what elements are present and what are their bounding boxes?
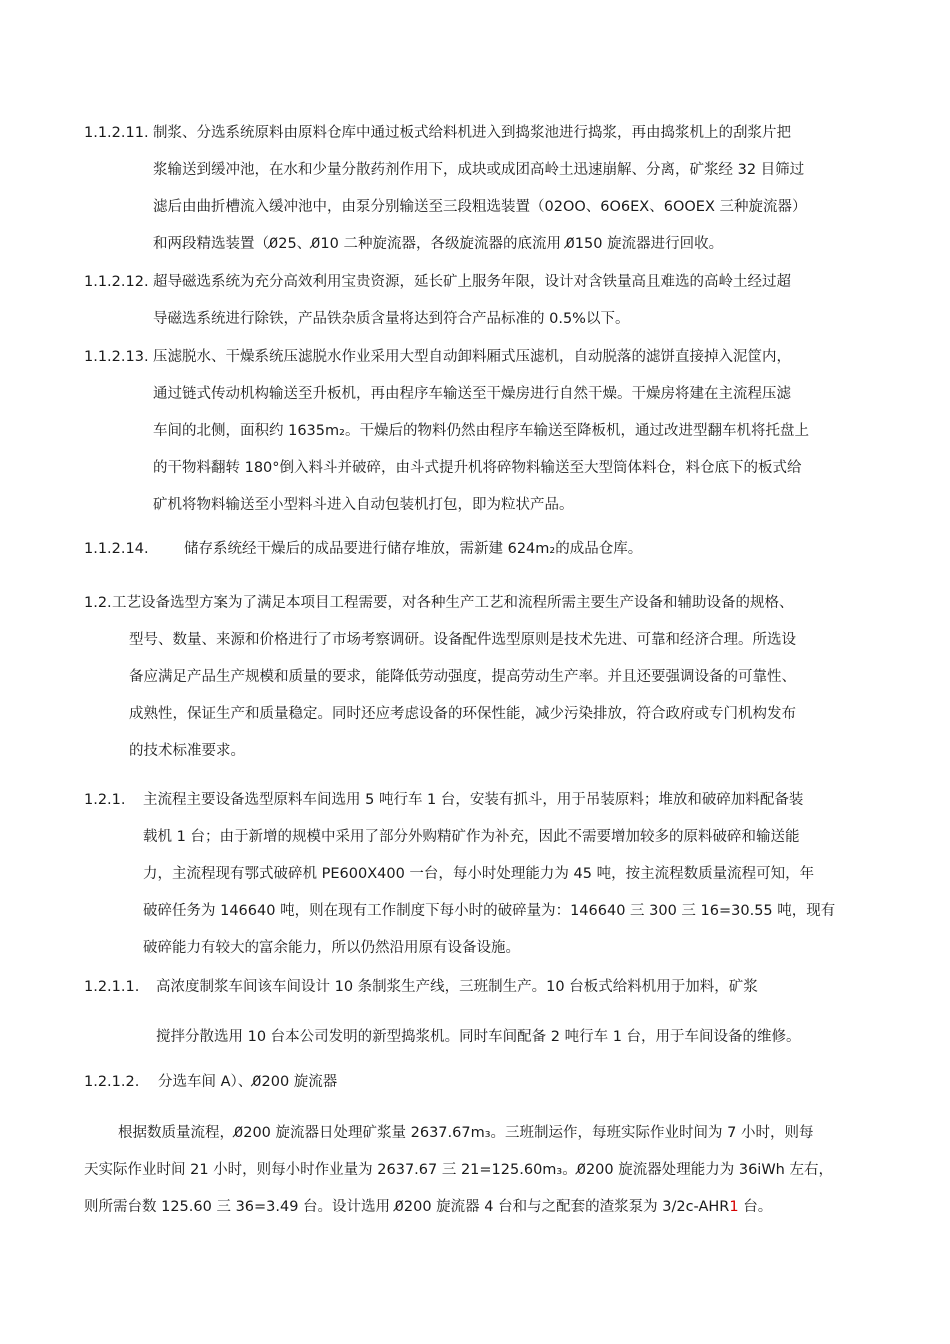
text-line: 主流程主要设备选型原料车间选用 5 吨行车 1 台，安装有抓斗，用于吊装原料；堆放和破碎加料配备装 bbox=[143, 792, 804, 808]
text-line: 储存系统经干燥后的成品要进行储存堆放，需新建 624m₂的成品仓库。 bbox=[184, 541, 643, 557]
text-line: 力，主流程现有鄂式破碎机 PE600X400 一台，每小时处理能力为 45 吨，按主流程数质量流程可知，年 bbox=[143, 866, 815, 882]
section-number: 1.2.1.1. bbox=[84, 979, 140, 995]
text-line: 矿机将物料输送至小型料斗进入自动包装机打包，即为粒状产品。 bbox=[153, 497, 574, 513]
text-line: 天实际作业时间 21 小时，则每小时作业量为 2637.67 三 21=125.60m₃。0̸200 旋流器处理能力为 36iWh 左右， bbox=[84, 1162, 833, 1178]
section-number: 1.2.1.2. bbox=[84, 1074, 140, 1090]
text-segment: 则所需台数 125.60 三 36=3.49 台。设计选用 0̸200 旋流器 4 台和与之配套的渣浆泵为 3/2c-AHR bbox=[84, 1199, 730, 1215]
text-line bbox=[84, 1197, 772, 1217]
text-line: 导磁选系统进行除铁，产品铁杂质含量将达到符合产品标准的 0.5%以下。 bbox=[153, 311, 630, 327]
text-line: 分选车间 A）、0̸200 旋流器 bbox=[158, 1074, 338, 1090]
section-number: 1.1.2.12. bbox=[84, 274, 149, 290]
text-segment: 台。 bbox=[738, 1199, 773, 1215]
text-line: 制浆、分选系统原料由原料仓库中通过板式给料机进入到捣浆池进行捣浆，再由捣浆机上的刮浆片把 bbox=[153, 125, 791, 141]
text-line: 通过链式传动机构输送至升板机，再由程序车输送至干燥房进行自然干燥。干燥房将建在主流程压滤 bbox=[153, 386, 791, 402]
highlight-red-text: 1 bbox=[729, 1199, 739, 1215]
text-line: 载机 1 台；由于新增的规模中采用了部分外购精矿作为补充，因此不需要增加较多的原料破碎和输送能 bbox=[143, 829, 800, 845]
text-line: 破碎能力有较大的富余能力，所以仍然沿用原有设备设施。 bbox=[143, 940, 520, 956]
text-line: 车间的北侧，面积约 1635m₂。干燥后的物料仍然由程序车输送至降板机，通过改进型翻车机将托盘上 bbox=[153, 423, 809, 439]
text-line: 高浓度制浆车间该车间设计 10 条制浆生产线，三班制生产。10 台板式给料机用于加料，矿浆 bbox=[156, 979, 758, 995]
text-line: 备应满足产品生产规模和质量的要求，能降低劳动强度，提高劳动生产率。并且还要强调设备的可靠性、 bbox=[129, 669, 796, 685]
text-line: 浆输送到缓冲池，在水和少量分散药剂作用下，成块或成团高岭土迅速崩解、分离，矿浆经 32 目筛过 bbox=[153, 162, 805, 178]
text-line: 滤后由曲折槽流入缓冲池中，由泵分别输送至三段粗选装置（02OO、6O6EX、6OOEX 三种旋流器） bbox=[153, 199, 807, 215]
text-line: 根据数质量流程，0̸200 旋流器日处理矿浆量 2637.67m₃。三班制运作，每班实际作业时间为 7 小时，则每 bbox=[118, 1125, 814, 1141]
text-line: 的干物料翻转 180°倒入料斗并破碎，由斗式提升机将碎物料输送至大型筒体料仓，料仓底下的板式给 bbox=[153, 460, 802, 476]
text-line: 压滤脱水、干燥系统压滤脱水作业采用大型自动卸料厢式压滤机，自动脱落的滤饼直接掉入泥筐内， bbox=[153, 349, 791, 365]
section-number: 1.2. bbox=[84, 595, 112, 611]
section-number: 1.1.2.13. bbox=[84, 349, 149, 365]
text-line: 搅拌分散选用 10 台本公司发明的新型捣浆机。同时车间配备 2 吨行车 1 台，用于车间设备的维修。 bbox=[156, 1029, 801, 1045]
text-line: 成熟性，保证生产和质量稳定。同时还应考虑设备的环保性能，减少污染排放，符合政府或专门机构发布 bbox=[129, 706, 796, 722]
text-line: 工艺设备选型方案为了满足本项目工程需要，对各种生产工艺和流程所需主要生产设备和辅助设备的规格、 bbox=[112, 595, 794, 611]
text-line: 型号、数量、来源和价格进行了市场考察调研。设备配件选型原则是技术先进、可靠和经济合理。所选设 bbox=[129, 632, 796, 648]
section-number: 1.1.2.11. bbox=[84, 125, 149, 141]
text-line: 破碎任务为 146640 吨，则在现有工作制度下每小时的破碎量为：146640 三 300 三 16=30.55 吨，现有 bbox=[143, 903, 836, 919]
text-line: 超导磁选系统为充分高效利用宝贵资源，延长矿上服务年限，设计对含铁量高且难选的高岭土经过超 bbox=[153, 274, 791, 290]
section-number: 1.1.2.14. bbox=[84, 541, 149, 557]
section-number: 1.2.1. bbox=[84, 792, 126, 808]
text-line: 的技术标准要求。 bbox=[129, 743, 245, 759]
text-line: 和两段精选装置（0̸25、0̸10 二种旋流器，各级旋流器的底流用 0̸150 旋流器进行回收。 bbox=[153, 236, 724, 252]
